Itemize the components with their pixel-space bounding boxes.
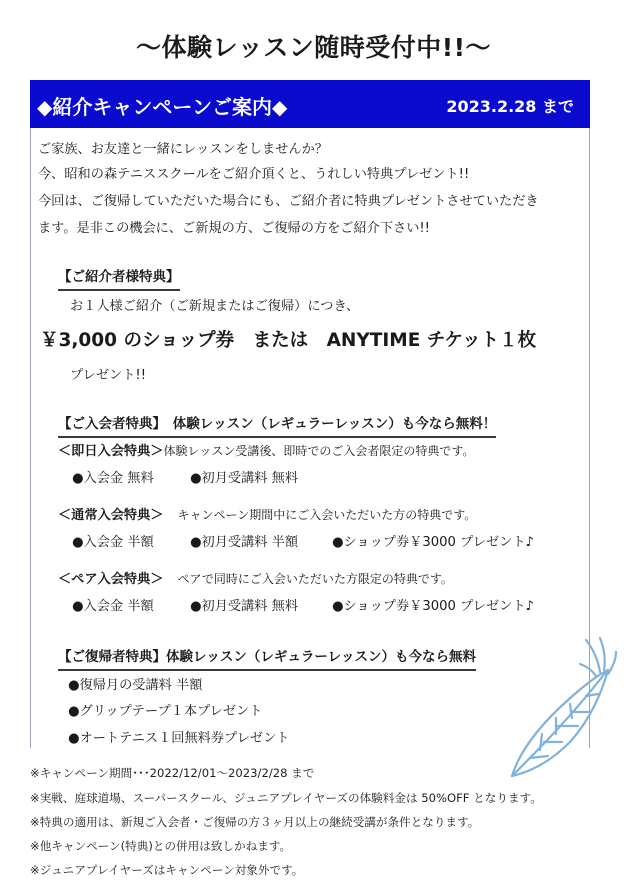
intro-line-3: 今回は、ご復帰していただいた場合にも、ご紹介者に特典プレゼントさせていただき xyxy=(38,194,539,209)
returner-bullet-3: ●オートテニス１回無料券プレゼント xyxy=(68,731,290,746)
bullet-item: ●ショップ券￥3000 プレゼント♪ xyxy=(332,599,534,614)
plan-regular-bullets xyxy=(0,533,627,553)
referrer-heading: 【ご紹介者様特典】 xyxy=(58,266,180,291)
banner-date: 2023.2.28 まで xyxy=(446,97,574,116)
plan-same-day-title xyxy=(58,441,474,462)
referrer-line-1: お１人様ご紹介（ご新規またはご復帰）につき、 xyxy=(70,299,360,314)
campaign-banner xyxy=(30,80,590,128)
page-title: ～体験レッスン随時受付中!!～ xyxy=(135,33,492,62)
plan-pair-bullets xyxy=(0,597,627,617)
note-3: ※特典の適用は、新規ご入会者・ご復帰の方３ヶ月以上の継続受講が条件となります。 xyxy=(30,815,480,829)
plan-desc: キャンペーン期間中にご入会いただいた方の特典です。 xyxy=(177,508,477,522)
bullet-item: ●入会金 半額 xyxy=(72,599,154,614)
note-2: ※実戦、庭球道場、スーパースクール、ジュニアプレイヤーズの体験料金は 50%OFF となります。 xyxy=(30,791,542,805)
plan-desc: ペアで同時にご入会いただいた方限定の特典です。 xyxy=(177,572,453,586)
plan-same-day-bullets xyxy=(0,469,627,489)
bullet-item: ●初月受講料 無料 xyxy=(190,599,299,614)
bullet-item: ●ショップ券￥3000 プレゼント♪ xyxy=(332,535,534,550)
referrer-line-2: プレゼント!! xyxy=(70,368,146,383)
plan-regular-title xyxy=(58,505,476,526)
note-1: ※キャンペーン期間･･･2022/12/01～2023/2/28 まで xyxy=(30,766,315,780)
bullet-item: ●入会金 無料 xyxy=(72,471,154,486)
note-4: ※他キャンペーン(特典)との併用は致しかねます。 xyxy=(30,839,292,853)
intro-line-4: ます。是非この機会に、ご新規の方、ご復帰の方をご紹介下さい!! xyxy=(38,221,430,236)
bullet-item: ●入会金 半額 xyxy=(72,535,154,550)
plan-name: ＜ペア入会特典＞ xyxy=(58,572,164,587)
returner-bullet-1: ●復帰月の受講料 半額 xyxy=(68,678,203,693)
bullet-item: ●初月受講料 半額 xyxy=(190,535,299,550)
bullet-item: ●初月受講料 無料 xyxy=(190,471,299,486)
referrer-offer: ￥3,000 のショップ券 または ANYTIME チケット１枚 xyxy=(40,330,537,351)
plan-desc: 体験レッスン受講後、即時でのご入会者限定の特典です。 xyxy=(163,444,475,458)
note-5: ※ジュニアプレイヤーズはキャンペーン対象外です。 xyxy=(30,863,304,877)
plan-pair-title xyxy=(58,569,453,590)
returner-bullet-2: ●グリップテープ１本プレゼント xyxy=(68,704,263,719)
feather-illustration-icon xyxy=(500,630,618,780)
banner-title: ◆紹介キャンペーンご案内◆ xyxy=(37,95,288,119)
intro-line-2: 今、昭和の森テニススクールをご紹介頂くと、うれしい特典プレゼント!! xyxy=(38,167,470,182)
newmember-heading: 【ご入会者特典】 体験レッスン（レギュラーレッスン）も今なら無料！ xyxy=(58,413,496,438)
plan-name: ＜即日入会特典＞ xyxy=(58,444,164,459)
returner-heading: 【ご復帰者特典】体験レッスン（レギュラーレッスン）も今なら無料 xyxy=(58,646,476,671)
intro-line-1: ご家族、お友達と一緒にレッスンをしませんか？ xyxy=(38,142,328,157)
plan-name: ＜通常入会特典＞ xyxy=(58,508,164,523)
